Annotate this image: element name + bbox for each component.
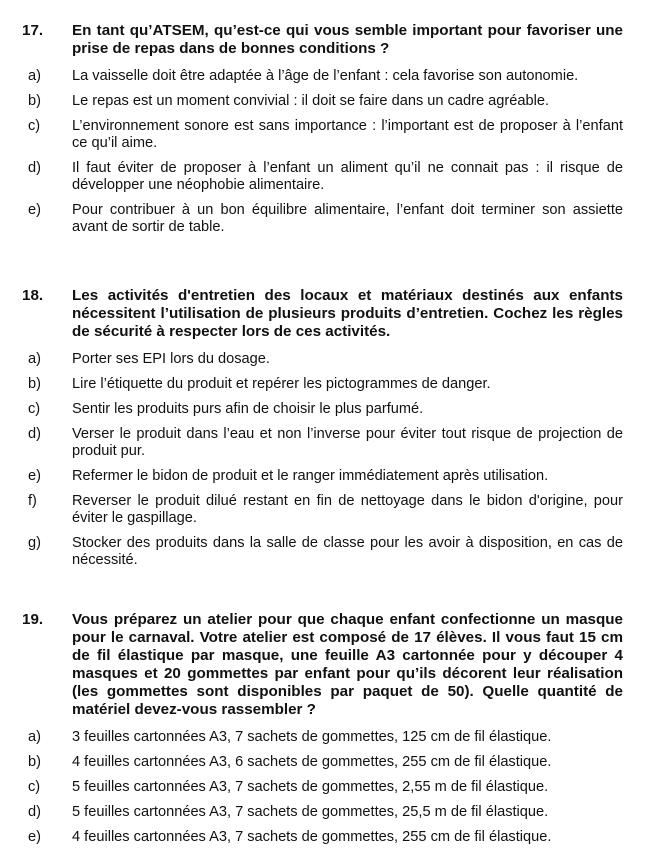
option-letter: d) xyxy=(28,804,41,820)
option-letter: a) xyxy=(28,729,41,745)
question-17-option-e[interactable] xyxy=(0,202,647,236)
option-letter: b) xyxy=(28,754,41,770)
question-17 xyxy=(0,22,647,236)
option-letter: c) xyxy=(28,118,41,134)
option-text: Porter ses EPI lors du dosage. xyxy=(72,351,270,367)
question-17-option-d[interactable] xyxy=(0,160,647,194)
question-18-option-c[interactable] xyxy=(0,401,647,418)
question-18-option-g[interactable] xyxy=(0,535,647,569)
question-19-option-d[interactable] xyxy=(0,804,647,821)
question-18-option-e[interactable] xyxy=(0,468,647,485)
question-18-option-f[interactable] xyxy=(0,493,647,527)
option-text: Pour contribuer à un bon équilibre alimentaire, l’enfant doit terminer son assiette avant de sortir de table. xyxy=(72,202,623,235)
option-text: Il faut éviter de proposer à l’enfant un aliment qu’il ne connait pas : il risque de développer une néophobie alimentaire. xyxy=(72,160,623,193)
question-17-option-c[interactable] xyxy=(0,118,647,152)
option-letter: e) xyxy=(28,468,41,484)
option-text: L’environnement sonore est sans importance : l’important est de proposer à l’enfant ce qu’il aime. xyxy=(72,118,623,151)
question-19-option-e[interactable] xyxy=(0,829,647,846)
option-text: Refermer le bidon de produit et le ranger immédiatement après utilisation. xyxy=(72,468,549,484)
option-letter: d) xyxy=(28,426,41,442)
option-text: 4 feuilles cartonnées A3, 7 sachets de gommettes, 255 cm de fil élastique. xyxy=(72,829,552,845)
option-letter: b) xyxy=(28,376,41,392)
question-17-header xyxy=(0,22,647,58)
option-letter: c) xyxy=(28,779,41,795)
option-letter: a) xyxy=(28,351,41,367)
question-17-option-b[interactable] xyxy=(0,93,647,110)
question-17-option-a[interactable] xyxy=(0,68,647,85)
question-18-option-a[interactable] xyxy=(0,351,647,368)
question-19-option-b[interactable] xyxy=(0,754,647,771)
option-text: La vaisselle doit être adaptée à l’âge de l’enfant : cela favorise son autonomie. xyxy=(72,68,579,84)
question-19-text: Vous préparez un atelier pour que chaque enfant confectionne un masque pour le carnaval. Votre atelier est composé de 17 élèves. Il vous faut 15 cm de fil élastique par masque, une feuille A3 cartonnée pour y découper 4 masques et 20 gommettes par enfant pour qu’ils décorent leur réalisation (les gommettes sont disponibles par paquet de 50). Quelle quantité de matériel devez-vous rassembler ? xyxy=(72,611,623,718)
option-letter: e) xyxy=(28,202,41,218)
option-letter: g) xyxy=(28,535,41,551)
question-18 xyxy=(0,287,647,569)
option-letter: c) xyxy=(28,401,41,417)
question-18-header xyxy=(0,287,647,341)
option-letter: d) xyxy=(28,160,41,176)
question-19-number: 19. xyxy=(22,611,44,628)
question-18-text: Les activités d'entretien des locaux et matériaux destinés aux enfants nécessitent l’utilisation de plusieurs produits d’entretien. Cochez les règles de sécurité à respecter lors de ces activités. xyxy=(72,287,623,340)
question-19-header xyxy=(0,611,647,719)
option-text: 5 feuilles cartonnées A3, 7 sachets de gommettes, 25,5 m de fil élastique. xyxy=(72,804,549,820)
question-19-option-a[interactable] xyxy=(0,729,647,746)
question-19-option-c[interactable] xyxy=(0,779,647,796)
option-letter: f) xyxy=(28,493,37,509)
option-text: Lire l’étiquette du produit et repérer les pictogrammes de danger. xyxy=(72,376,491,392)
question-17-number: 17. xyxy=(22,22,44,39)
option-text: Reverser le produit dilué restant en fin de nettoyage dans le bidon d'origine, pour éviter le gaspillage. xyxy=(72,493,623,526)
option-letter: e) xyxy=(28,829,41,845)
option-text: Sentir les produits purs afin de choisir le plus parfumé. xyxy=(72,401,424,417)
option-text: 3 feuilles cartonnées A3, 7 sachets de gommettes, 125 cm de fil élastique. xyxy=(72,729,552,745)
option-text: Verser le produit dans l’eau et non l’inverse pour éviter tout risque de projection de produit pur. xyxy=(72,426,623,459)
question-17-text: En tant qu’ATSEM, qu’est-ce qui vous semble important pour favoriser une prise de repas dans de bonnes conditions ? xyxy=(72,22,623,57)
option-letter: b) xyxy=(28,93,41,109)
question-18-number: 18. xyxy=(22,287,44,304)
option-text: Stocker des produits dans la salle de classe pour les avoir à disposition, en cas de nécessité. xyxy=(72,535,623,568)
option-text: Le repas est un moment convivial : il doit se faire dans un cadre agréable. xyxy=(72,93,549,109)
option-text: 5 feuilles cartonnées A3, 7 sachets de gommettes, 2,55 m de fil élastique. xyxy=(72,779,549,795)
question-19 xyxy=(0,611,647,846)
question-18-option-b[interactable] xyxy=(0,376,647,393)
option-text: 4 feuilles cartonnées A3, 6 sachets de gommettes, 255 cm de fil élastique. xyxy=(72,754,552,770)
option-letter: a) xyxy=(28,68,41,84)
question-18-option-d[interactable] xyxy=(0,426,647,460)
